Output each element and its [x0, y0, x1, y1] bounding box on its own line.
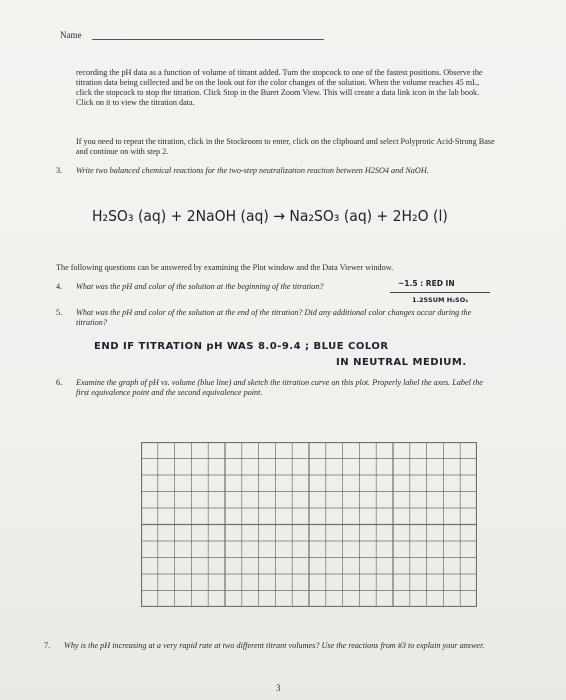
instructions-paragraph-1: recording the pH data as a function of volume of titrant added. Turn the stopcock to one of the fastest positions. Observe the titration data being collected and be on the look out for the color changes of the solution. When the volume reaches 45 mL, click the stopcock to stop the titration. Click Stop in the Buret Zoom View. This will create a data link icon in the lab book. Click on it to view the titration data.: [76, 68, 483, 107]
q7-text: Why is the pH increasing at a very rapid rate at two different titrant volumes? Use the reactions from #3 to explain your answer.: [64, 641, 485, 650]
q4-text: What was the pH and color of the solution at the beginning of the titration?: [76, 282, 324, 291]
name-blank-line: [92, 31, 324, 40]
q6-number: 6.: [56, 378, 63, 387]
q4-answer-part-2: 1.25SUM H₂SO₄: [412, 296, 469, 304]
plot-window-intro: The following questions can be answered by examining the Plot window and the Data Viewer window.: [56, 263, 394, 272]
page-number: 3: [276, 683, 281, 693]
q5-number: 5.: [56, 308, 63, 317]
name-label: Name: [60, 30, 82, 40]
graph-grid-svg: [141, 442, 477, 607]
q4-answer-line: [390, 291, 490, 293]
q4-number: 4.: [56, 282, 63, 291]
q4-answer-part-1: ~1.5 : RED IN: [398, 279, 455, 288]
q3-number: 3.: [56, 166, 63, 175]
q7-number: 7.: [44, 641, 51, 650]
instructions-paragraph-2: If you need to repeat the titration, click in the Stockroom to enter, click on the clipboard and select Polyprotic Acid-Strong Base and continue on with step 2.: [76, 137, 495, 156]
q3-text: Write two balanced chemical reactions for the two-step neutralization reaction between H2SO4 and NaOH.: [76, 166, 429, 175]
q5-answer-part-1: END IF TITRATION pH WAS 8.0-9.4 ; BLUE COLOR: [94, 341, 389, 352]
name-row: [60, 30, 324, 40]
q3-handwritten-answer: H₂SO₃ (aq) + 2NaOH (aq) → Na₂SO₃ (aq) + 2H₂O (l): [92, 207, 448, 225]
q5-answer-part-2: IN NEUTRAL MEDIUM.: [336, 357, 467, 368]
q6-text: Examine the graph of pH vs. volume (blue line) and sketch the titration curve on this plot. Properly label the axes. Label the first equivalence point and the second equivalence point.: [76, 378, 483, 397]
blank-graph-grid: [141, 442, 477, 607]
q5-text: What was the pH and color of the solution at the end of the titration? Did any additional color changes occur during the titration?: [76, 308, 472, 327]
